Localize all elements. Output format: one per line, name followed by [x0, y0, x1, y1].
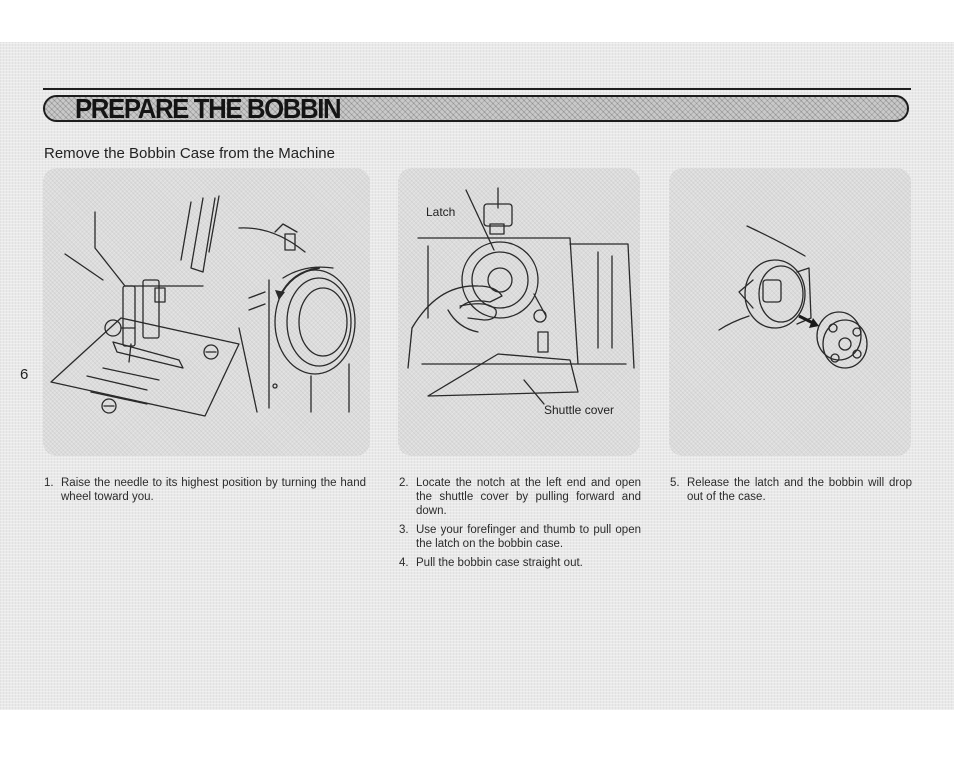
figure-raise-needle: [43, 168, 370, 456]
page-number: 6: [20, 366, 29, 383]
bobbin-release-illustration: [669, 168, 911, 456]
step-text: Raise the needle to its highest position by turning the hand wheel toward you.: [61, 477, 366, 503]
step-item: [399, 556, 641, 570]
page-title: PREPARE THE BOBBIN: [75, 93, 341, 124]
shuttle-cover-label: Shuttle cover: [544, 403, 615, 417]
step-text: Pull the bobbin case straight out.: [416, 557, 583, 569]
step-text: Locate the notch at the left end and open the shuttle cover by pulling forward and down.: [416, 477, 641, 517]
figure-bobbin-case-removal: [398, 168, 640, 456]
step-text: Release the latch and the bobbin will drop out of the case.: [687, 477, 912, 503]
step-item: [44, 476, 366, 504]
step-number: 5.: [670, 477, 680, 489]
section-heading: Remove the Bobbin Case from the Machine: [44, 145, 335, 162]
steps-column-2: [399, 476, 641, 575]
step-item: [670, 476, 912, 504]
sewing-machine-illustration: [43, 168, 370, 456]
step-number: 4.: [399, 557, 409, 569]
title-banner: [43, 95, 909, 122]
step-number: 1.: [44, 477, 54, 489]
step-item: [399, 523, 641, 551]
latch-label: Latch: [426, 205, 456, 219]
step-text: Use your forefinger and thumb to pull open the latch on the bobbin case.: [416, 524, 641, 550]
step-item: [399, 476, 641, 518]
steps-column-1: [44, 476, 366, 509]
figure-bobbin-release: [669, 168, 911, 456]
steps-column-3: [670, 476, 912, 509]
step-number: 2.: [399, 477, 409, 489]
top-rule: [43, 88, 911, 90]
step-number: 3.: [399, 524, 409, 536]
shuttle-area-illustration: [398, 168, 640, 456]
